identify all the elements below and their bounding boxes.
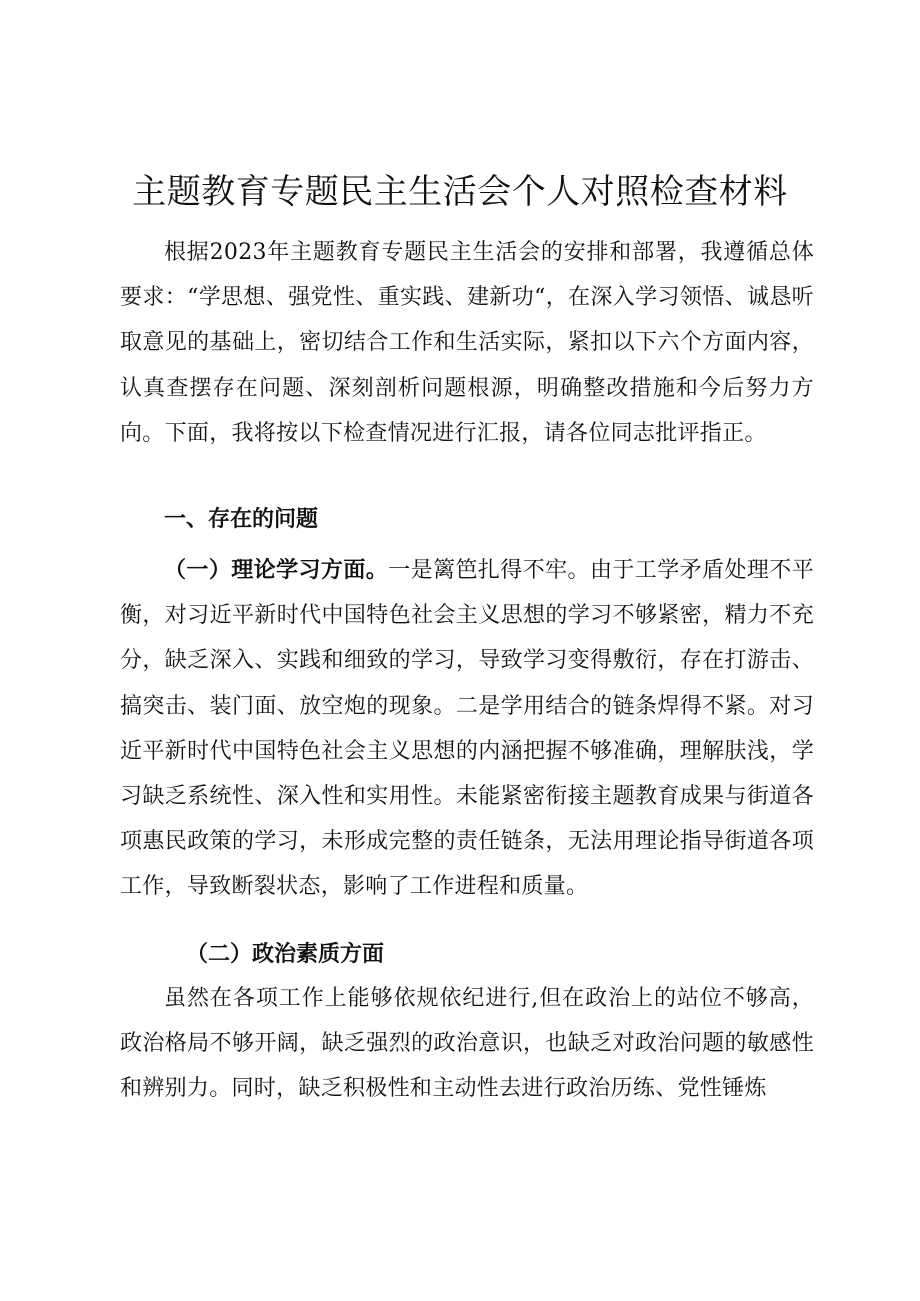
theory-study-lead: （一）理论学习方面。 — [164, 557, 389, 583]
theory-study-paragraph — [120, 548, 814, 910]
intro-paragraph: 根据2023年主题教育专题民主生活会的安排和部署，我遵循总体要求：“学思想、强党性、重实践、建新功“，在深入学习领悟、诚恳听取意见的基础上，密切结合工作和生活实际，紧扣以下六个方面内容，认真查摆存在问题、深刻剖析问题根源，明确整改措施和今后努力方向。下面，我将按以下检查情况进行汇报，请各位同志批评指正。 — [120, 240, 814, 446]
section-heading-problems: 一、存在的问题 — [164, 507, 319, 532]
theory-study-text: 一是篱笆扎得不牢。由于工学矛盾处理不平衡，对习近平新时代中国特色社会主义思想的学习不够紧密，精力不充分，缺乏深入、实践和细致的学习，导致学习变得敷衍，存在打游击、搞突击、装门面、放空炮的现象。二是学用结合的链条焊得不紧。对习近平新时代中国特色社会主义思想的内涵把握不够准确，理解肤浅，学习缺乏系统性、深入性和实用性。未能紧密衔接主题教育成果与街道各项惠民政策的学习，未形成完整的责任链条，无法用理论指导街道各项工作，导致断裂状态，影响了工作进程和质量。 — [120, 558, 814, 900]
political-quality-heading: （二）政治素质方面 — [186, 941, 385, 967]
document-title: 主题教育专题民主生活会个人对照检查材料 — [132, 172, 788, 212]
political-quality-paragraph: 虽然在各项工作上能够依规依纪进行,但在政治上的站位不够高，政治格局不够开阔，缺乏强烈的政治意识，也缺乏对政治问题的敏感性和辨别力。同时，缺乏积极性和主动性去进行政治历练、党性锤炼 — [120, 986, 814, 1102]
